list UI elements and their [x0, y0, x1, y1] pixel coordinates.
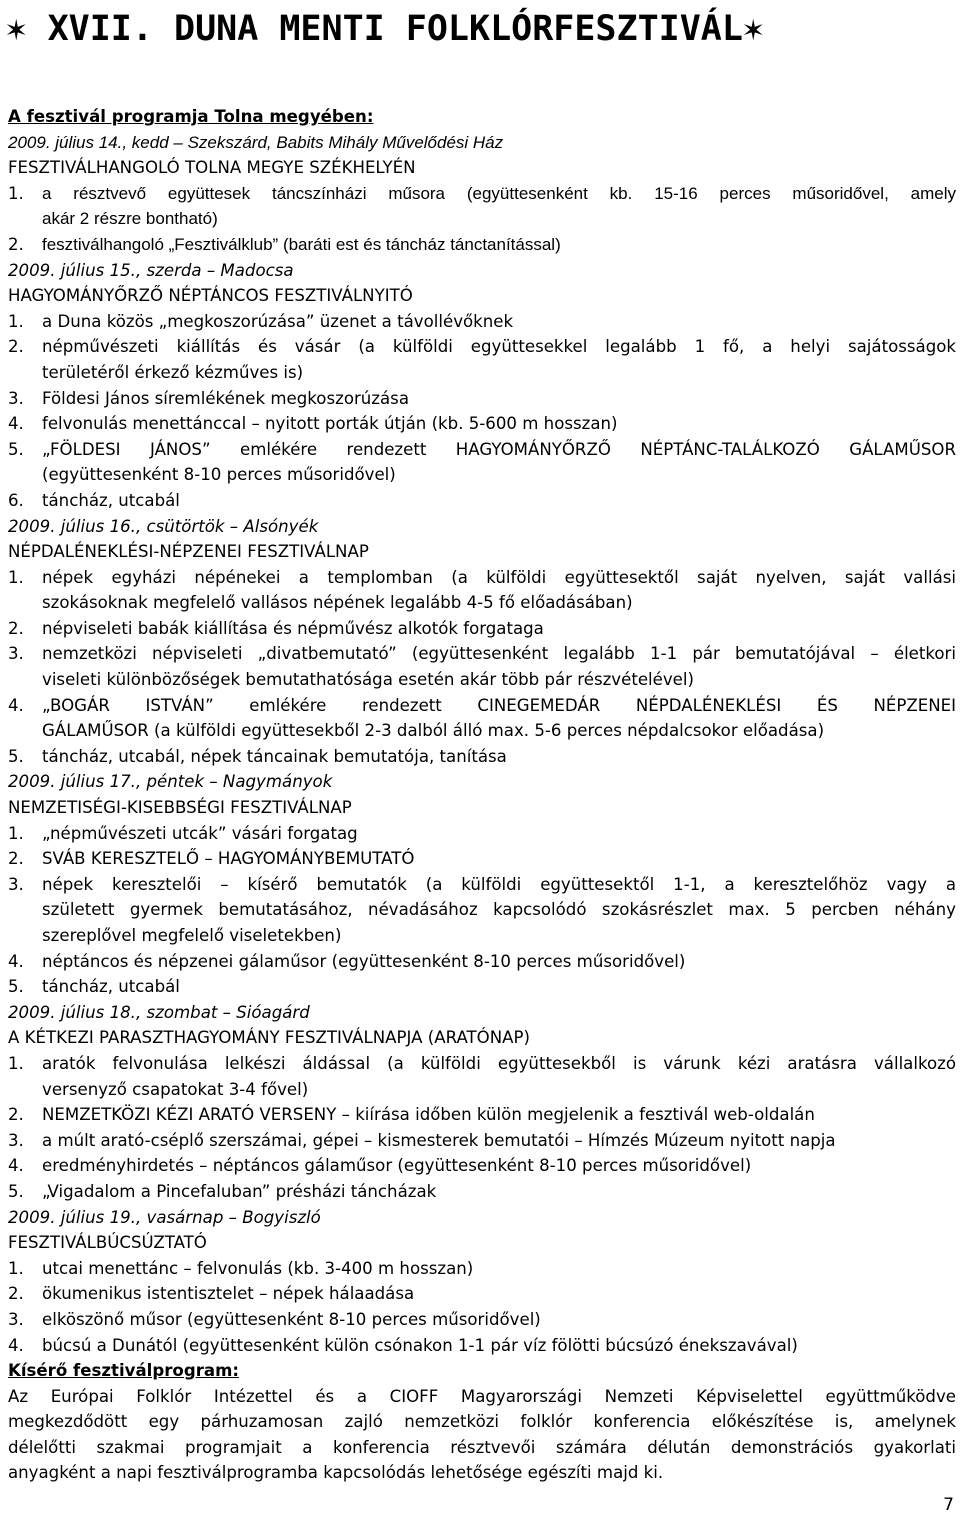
program-item	[8, 949, 956, 975]
program-item	[8, 1333, 956, 1359]
title-text: XVII. DUNA MENTI FOLKLÓRFESZTIVÁL	[47, 9, 743, 49]
program-item-number: 3.	[8, 644, 24, 664]
day-subtitle: FESZTIVÁLHANGOLÓ TOLNA MEGYE SZÉKHELYÉN	[8, 158, 416, 178]
program-item-line: NEMZETKÖZI KÉZI ARATÓ VERSENY – kiírása időben külön megjelenik a fesztivál web-oldalán	[42, 1105, 815, 1125]
program-item	[8, 821, 956, 847]
program-item-number: 3.	[8, 874, 24, 894]
program-item-text	[42, 821, 956, 847]
day-date-line: 2009. július 14., kedd – Szekszárd, Babits Mihály Művelődési Ház	[8, 132, 504, 152]
program-item-number: 3.	[8, 388, 24, 408]
program-item	[8, 744, 956, 770]
program-item	[8, 974, 956, 1000]
program-content	[8, 104, 956, 1486]
program-item-line: szereplővel megfelelő viseletekben)	[42, 926, 342, 945]
program-item-line: elköszönő műsor (együttesenként 8-10 perces műsoridővel)	[42, 1309, 541, 1329]
page-number: 7	[943, 1495, 954, 1515]
day-date-line: 2009. július 19., vasárnap – Bogyiszló	[8, 1207, 321, 1227]
program-item-line: táncház, utcabál	[42, 977, 180, 997]
program-item	[8, 872, 956, 949]
program-item-line: a résztvevő együttesek táncszínházi műsora (együttesenként kb. 15-16 perces műsoridővel, amely	[42, 183, 956, 203]
program-item-text	[42, 1179, 956, 1205]
program-item-number: 3.	[8, 1309, 24, 1329]
program-item-line: nemzetközi népviseleti „divatbemutató” (együttesenként legalább 1-1 pár bemutatójával – életkori	[42, 644, 956, 664]
program-item-line: a Duna közös „megkoszorúzása” üzenet a távollévőknek	[42, 311, 514, 331]
day-subtitle: FESZTIVÁLBÚCSÚZTATÓ	[8, 1233, 207, 1253]
program-item-line: született gyermek bemutatásához, névadásához kapcsolódó szokásrészlet max. 5 percben néhány	[42, 900, 956, 920]
program-item-line: területéről érkező kézműves is)	[42, 362, 304, 382]
program-item	[8, 693, 956, 744]
day-date-line: 2009. július 17., péntek – Nagymányok	[8, 772, 333, 792]
program-item-line: Földesi János síremlékének megkoszorúzása	[42, 388, 409, 408]
program-item-number: 2.	[8, 849, 24, 869]
star-icon: ✶	[6, 9, 27, 49]
program-item-text	[42, 616, 956, 642]
program-item-line: táncház, utcabál, népek táncainak bemutatója, tanítása	[42, 746, 507, 766]
program-item-line: eredményhirdetés – néptáncos gálaműsor (együttesenként 8-10 perces műsoridővel)	[42, 1156, 752, 1176]
program-item-line: aratók felvonulása lelkészi áldással (a külföldi együttesekből is várunk kézi aratásra vállalkozó	[42, 1053, 956, 1073]
program-item-text	[42, 974, 956, 1000]
program-item-text	[42, 744, 956, 770]
program-item	[8, 411, 956, 437]
program-item-line: „FÖLDESI JÁNOS” emlékére rendezett HAGYOMÁNYŐRZŐ NÉPTÁNC-TALÁLKOZÓ GÁLAMŰSOR	[42, 439, 956, 459]
program-item	[8, 1128, 956, 1154]
program-item-text	[42, 641, 956, 692]
day-subtitle: NÉPDALÉNEKLÉSI-NÉPZENEI FESZTIVÁLNAP	[8, 542, 369, 562]
program-item-text	[42, 386, 956, 412]
program-item-number: 5.	[8, 439, 24, 459]
program-item-number: 2.	[8, 234, 24, 254]
program-item	[8, 565, 956, 616]
program-item-line: „népművészeti utcák” vásári forgatag	[42, 823, 358, 843]
day-date-line: 2009. július 15., szerda – Madocsa	[8, 260, 294, 280]
program-item-number: 1.	[8, 311, 24, 331]
program-item	[8, 1256, 956, 1282]
program-item-text	[42, 1333, 956, 1359]
program-item-number: 2.	[8, 1284, 24, 1304]
program-item	[8, 181, 956, 232]
program-item-number: 4.	[8, 1335, 24, 1355]
program-item-number: 1.	[8, 1053, 24, 1073]
side-program-line: megkezdődött egy párhuzamosan zajló nemzetközi folklór konferencia előkészítése is, amelynek	[8, 1412, 956, 1432]
program-item-text	[42, 872, 956, 949]
program-item-line: népek egyházi népénekei a templomban (a külföldi együttesektől saját nyelven, saját vallási	[42, 567, 956, 587]
program-item-line: „BOGÁR ISTVÁN” emlékére rendezett CINEGEMEDÁR NÉPDALÉNEKLÉSI ÉS NÉPZENEI	[42, 695, 956, 715]
program-item-number: 1.	[8, 567, 24, 587]
program-item	[8, 1051, 956, 1102]
program-item-line: szokásoknak megfelelő vallásos népének legalább 4-5 fő előadásában)	[42, 593, 633, 613]
program-item-text	[42, 1153, 956, 1179]
program-item-text	[42, 949, 956, 975]
program-item-line: GÁLAMŰSOR (a külföldi együttesekből 2-3 dalból álló max. 5-6 perces népdalcsokor előadása)	[42, 721, 825, 741]
program-item-line: ökumenikus istentisztelet – népek hálaadása	[42, 1284, 415, 1304]
program-item-text	[42, 334, 956, 385]
program-item-number: 1.	[8, 183, 24, 203]
side-program-heading: Kísérő fesztiválprogram:	[8, 1361, 240, 1381]
program-item-number: 1.	[8, 1258, 24, 1278]
program-item-number: 6.	[8, 490, 24, 510]
program-item-line: viseleti különbözőségek bemutathatósága esetén akár több pár részvételével)	[42, 670, 694, 690]
day-date-line: 2009. július 18., szombat – Sióagárd	[8, 1002, 310, 1022]
page-title	[6, 6, 956, 52]
program-item-line: táncház, utcabál	[42, 490, 180, 510]
program-item-line: versenyző csapatokat 3-4 fővel)	[42, 1079, 309, 1099]
program-item	[8, 232, 956, 258]
program-item	[8, 1102, 956, 1128]
day-date-line: 2009. július 16., csütörtök – Alsónyék	[8, 516, 319, 536]
program-item	[8, 334, 956, 385]
program-item-text	[42, 1051, 956, 1102]
program-item-line: SVÁB KERESZTELŐ – HAGYOMÁNYBEMUTATÓ	[42, 849, 415, 869]
program-item-line: (együttesenként 8-10 perces műsoridővel)	[42, 465, 396, 485]
program-item-text	[42, 488, 956, 514]
program-item-number: 4.	[8, 414, 24, 434]
program-item-text	[42, 411, 956, 437]
side-program-line: anyagként a napi fesztiválprogramba kapcsolódás lehetősége egészíti majd ki.	[8, 1463, 664, 1483]
program-item	[8, 488, 956, 514]
day-subtitle: HAGYOMÁNYŐRZŐ NÉPTÁNCOS FESZTIVÁLNYITÓ	[8, 286, 413, 306]
program-item-line: búcsú a Dunától (együttesenként külön csónakon 1-1 pár víz fölötti búcsúzó énekszavával)	[42, 1335, 798, 1355]
program-item-line: a múlt arató-cséplő szerszámai, gépei – kismesterek bemutatói – Hímzés Múzeum nyitott napja	[42, 1130, 836, 1150]
program-item-number: 5.	[8, 1181, 24, 1201]
program-item-text	[42, 846, 956, 872]
program-item	[8, 641, 956, 692]
program-item	[8, 1153, 956, 1179]
day-subtitle: NEMZETISÉGI-KISEBBSÉGI FESZTIVÁLNAP	[8, 798, 352, 818]
program-item-number: 2.	[8, 1105, 24, 1125]
program-item	[8, 616, 956, 642]
side-program-paragraph	[8, 1384, 956, 1486]
program-item-text	[42, 565, 956, 616]
program-item	[8, 1179, 956, 1205]
program-item-number: 5.	[8, 746, 24, 766]
program-item	[8, 437, 956, 488]
program-item-number: 5.	[8, 977, 24, 997]
program-item-line: népviseleti babák kiállítása és népművész alkotók forgataga	[42, 618, 544, 638]
program-item-number: 1.	[8, 823, 24, 843]
program-item-number: 3.	[8, 1130, 24, 1150]
program-item-number: 4.	[8, 951, 24, 971]
program-item-number: 4.	[8, 1156, 24, 1176]
program-item-line: népművészeti kiállítás és vásár (a külföldi együttesekkel legalább 1 fő, a helyi sajátosságok	[42, 337, 956, 357]
program-item-text	[42, 232, 956, 258]
program-heading: A fesztivál programja Tolna megyében:	[8, 107, 374, 126]
program-item-text	[42, 1102, 956, 1128]
program-item-text	[42, 1128, 956, 1154]
program-item-line: akár 2 részre bontható)	[42, 209, 218, 229]
program-item	[8, 1307, 956, 1333]
program-item-text	[42, 309, 956, 335]
program-item-text	[42, 1256, 956, 1282]
program-item-number: 2.	[8, 337, 24, 357]
program-item-line: „Vigadalom a Pincefaluban” présházi táncházak	[42, 1181, 437, 1201]
program-item-text	[42, 437, 956, 488]
program-item-line: fesztiválhangoló „Fesztiválklub” (baráti est és táncház tánctanítással)	[42, 234, 561, 254]
program-item-line: utcai menettánc – felvonulás (kb. 3-400 m hosszan)	[42, 1258, 474, 1278]
day-subtitle: A KÉTKEZI PARASZTHAGYOMÁNY FESZTIVÁLNAPJA (ARATÓNAP)	[8, 1028, 530, 1048]
program-item	[8, 1281, 956, 1307]
program-item-text	[42, 1281, 956, 1307]
program-item-text	[42, 1307, 956, 1333]
program-item-line: felvonulás menettánccal – nyitott porták útján (kb. 5-600 m hosszan)	[42, 414, 618, 434]
program-item-line: népek keresztelői – kísérő bemutatók (a külföldi együttesektől 1-1, a keresztelőhöz vagy a	[42, 874, 956, 894]
program-item-text	[42, 181, 956, 232]
star-icon: ✶	[742, 9, 764, 49]
program-item-number: 4.	[8, 695, 24, 715]
program-item-number: 2.	[8, 618, 24, 638]
program-item-text	[42, 693, 956, 744]
side-program-line: Az Európai Folklór Intézettel és a CIOFF Magyarországi Nemzeti Képviselettel együttműködve	[8, 1386, 956, 1406]
program-item	[8, 309, 956, 335]
side-program-line: délelőtti szakmai programjait a konferencia résztvevői számára délután demonstrációs gyakorlati	[8, 1437, 956, 1457]
program-item	[8, 386, 956, 412]
program-item-line: néptáncos és népzenei gálaműsor (együttesenként 8-10 perces műsoridővel)	[42, 951, 686, 971]
program-item	[8, 846, 956, 872]
